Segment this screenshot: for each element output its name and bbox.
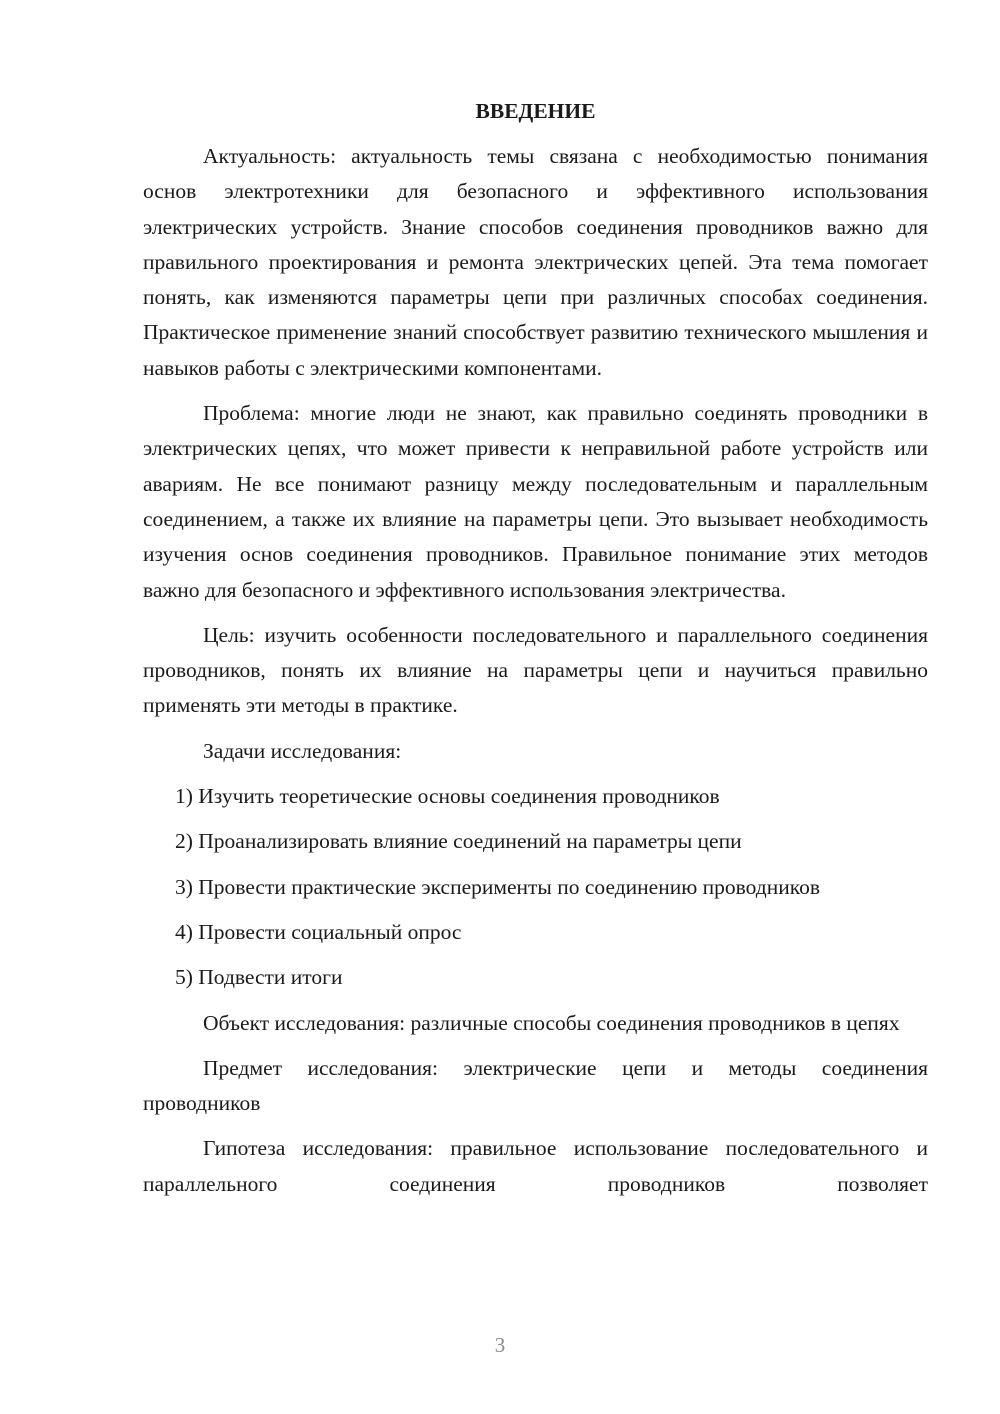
document-page [143, 95, 928, 1212]
page-number: 3 [494, 1333, 506, 1357]
task-item: 1) Изучить теоретические основы соединения проводников [175, 784, 720, 809]
task-item: 4) Провести социальный опрос [175, 919, 462, 944]
subject-paragraph: Предмет исследования: электрические цепи и методы соединения проводников [143, 1055, 928, 1116]
relevance-paragraph: Актуальность: актуальность темы связана с необходимостью понимания основ электротехники для безопасного и эффективного использования электрических устройств. Знание способов соединения проводников важно для правильного проектирования и ремонта электрических цепей. Эта тема помогает понять, как изменяются параметры цепи при различных способах соединения. Практическое применение знаний способствует развитию технического мышления и навыков работы с электрическими компонентами. [143, 144, 928, 380]
goal-paragraph: Цель: изучить особенности последовательного и параллельного соединения проводников, понять их влияние на параметры цепи и научиться правильно применять эти методы в практике. [143, 622, 928, 718]
hypothesis-paragraph: Гипотеза исследования: правильное использование последовательного и параллельного соединения проводников позволяет [143, 1136, 928, 1196]
problem-paragraph: Проблема: многие люди не знают, как правильно соединять проводники в электрических цепях, что может привести к неправильной работе устройств или авариям. Не все понимают разницу между последовательным и параллельным соединением, а также их влияние на параметры цепи. Это вызывает необходимость изучения основ соединения проводников. Правильное понимание этих методов важно для безопасного и эффективного использования электричества. [143, 401, 928, 602]
section-title: ВВЕДЕНИЕ [475, 99, 596, 123]
tasks-list [143, 779, 928, 995]
task-item: 3) Провести практические эксперименты по соединению проводников [175, 874, 820, 899]
tasks-label: Задачи исследования: [203, 738, 402, 763]
task-item: 2) Проанализировать влияние соединений на параметры цепи [175, 829, 742, 854]
object-paragraph: Объект исследования: различные способы соединения проводников в цепях [203, 1010, 900, 1035]
task-item: 5) Подвести итоги [175, 965, 343, 990]
